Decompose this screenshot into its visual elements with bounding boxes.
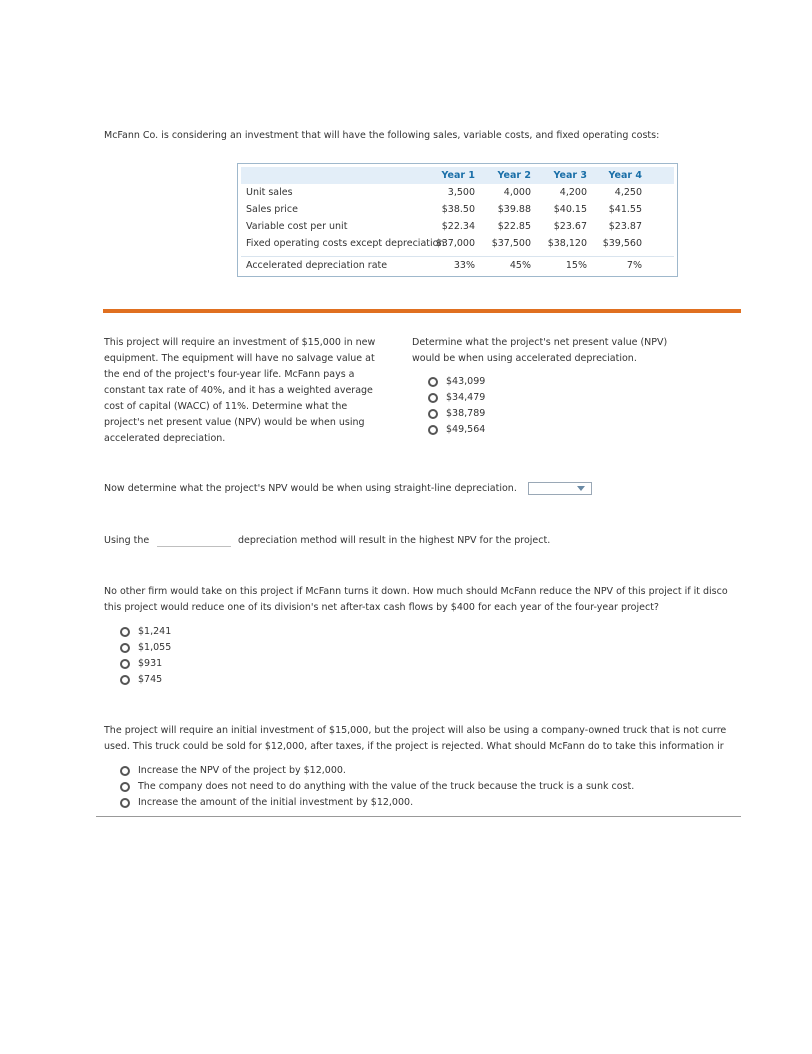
cell: $37,500 — [491, 238, 531, 249]
radio-button[interactable] — [120, 659, 130, 669]
question-prompt: would be when using accelerated depreciation. — [412, 353, 637, 364]
radio-button[interactable] — [120, 643, 130, 653]
row-label: Fixed operating costs except depreciation — [246, 238, 445, 249]
chevron-down-icon — [577, 486, 585, 491]
cell: $39,560 — [602, 238, 642, 249]
cell: $23.67 — [553, 221, 587, 232]
cell: $38.50 — [441, 204, 475, 215]
option-label: $43,099 — [446, 376, 486, 387]
cell: 4,000 — [503, 187, 531, 198]
cell: $40.15 — [553, 204, 587, 215]
npv-select-dropdown[interactable] — [528, 482, 592, 495]
cell: 33% — [453, 260, 475, 271]
scenario-line: This project will require an investment of $15,000 in new — [104, 337, 376, 348]
fill-blank-after: depreciation method will result in the highest NPV for the project. — [238, 535, 551, 546]
fill-blank-before: Using the — [104, 535, 150, 546]
intro-text: McFann Co. is considering an investment that will have the following sales, variable costs, and fixed operating costs: — [104, 130, 660, 141]
table-divider — [241, 256, 674, 257]
cell: $22.34 — [441, 221, 475, 232]
question-prompt: Determine what the project's net present value (NPV) — [412, 337, 668, 348]
scenario-line: the end of the project's four-year life. McFann pays a — [104, 369, 355, 380]
radio-button[interactable] — [120, 782, 130, 792]
scenario-line: project's net present value (NPV) would be when using — [104, 417, 365, 428]
radio-button[interactable] — [428, 377, 438, 387]
radio-button[interactable] — [120, 798, 130, 808]
radio-button[interactable] — [120, 675, 130, 685]
question-prompt: The project will require an initial investment of $15,000, but the project will also be using a company-owned truck that is not curre — [104, 725, 727, 736]
radio-button[interactable] — [120, 766, 130, 776]
cell: 3,500 — [447, 187, 475, 198]
question-prompt: No other firm would take on this project if McFann turns it down. How much should McFann reduce the NPV of this project if it disco — [104, 586, 728, 597]
scenario-line: cost of capital (WACC) of 11%. Determine what the — [104, 401, 348, 412]
header-year-3: Year 3 — [553, 170, 587, 181]
cell: 15% — [565, 260, 587, 271]
scenario-line: equipment. The equipment will have no salvage value at — [104, 353, 375, 364]
header-year-4: Year 4 — [608, 170, 642, 181]
question-straight-line-npv: Now determine what the project's NPV would be when using straight-line depreciation. — [104, 483, 517, 494]
option-label: $49,564 — [446, 424, 486, 435]
method-blank-input[interactable] — [157, 546, 231, 547]
radio-button[interactable] — [428, 409, 438, 419]
option-label: $745 — [138, 674, 163, 685]
scenario-line: accelerated depreciation. — [104, 433, 226, 444]
row-label: Accelerated depreciation rate — [246, 260, 388, 271]
bottom-divider — [96, 816, 741, 817]
cell: 45% — [509, 260, 531, 271]
table-row-unit-sales — [241, 186, 674, 202]
cell: 4,200 — [559, 187, 587, 198]
cell: $37,000 — [435, 238, 475, 249]
scenario-line: constant tax rate of 40%, and it has a weighted average — [104, 385, 373, 396]
option-label: Increase the amount of the initial investment by $12,000. — [138, 797, 414, 808]
row-label: Variable cost per unit — [246, 221, 348, 232]
question-prompt: this project would reduce one of its division's net after-tax cash flows by $400 for each year of the four-year project? — [104, 602, 659, 613]
section-divider — [103, 309, 741, 313]
cell: 7% — [626, 260, 642, 271]
table-row-depreciation-rate — [241, 259, 674, 275]
cost-table — [237, 163, 678, 277]
row-label: Unit sales — [246, 187, 293, 198]
option-label: $931 — [138, 658, 163, 669]
option-label: $1,055 — [138, 642, 172, 653]
row-label: Sales price — [246, 204, 298, 215]
radio-button[interactable] — [428, 425, 438, 435]
radio-button[interactable] — [428, 393, 438, 403]
table-row-sales-price — [241, 203, 674, 219]
cell: $23.87 — [608, 221, 642, 232]
cell: $38,120 — [547, 238, 587, 249]
radio-button[interactable] — [120, 627, 130, 637]
option-label: $1,241 — [138, 626, 172, 637]
option-label: The company does not need to do anything with the value of the truck because the truck is a sunk cost. — [138, 781, 635, 792]
table-header — [241, 167, 674, 184]
cell: $41.55 — [608, 204, 642, 215]
cell: $39.88 — [497, 204, 531, 215]
cell: 4,250 — [614, 187, 642, 198]
table-row-variable-cost — [241, 220, 674, 236]
option-label: $34,479 — [446, 392, 486, 403]
cell: $22.85 — [497, 221, 531, 232]
header-year-2: Year 2 — [497, 170, 531, 181]
header-year-1: Year 1 — [441, 170, 475, 181]
table-row-fixed-costs — [241, 237, 674, 253]
option-label: $38,789 — [446, 408, 486, 419]
option-label: Increase the NPV of the project by $12,000. — [138, 765, 346, 776]
question-prompt: used. This truck could be sold for $12,000, after taxes, if the project is rejected. What should McFann do to take this information ir — [104, 741, 724, 752]
